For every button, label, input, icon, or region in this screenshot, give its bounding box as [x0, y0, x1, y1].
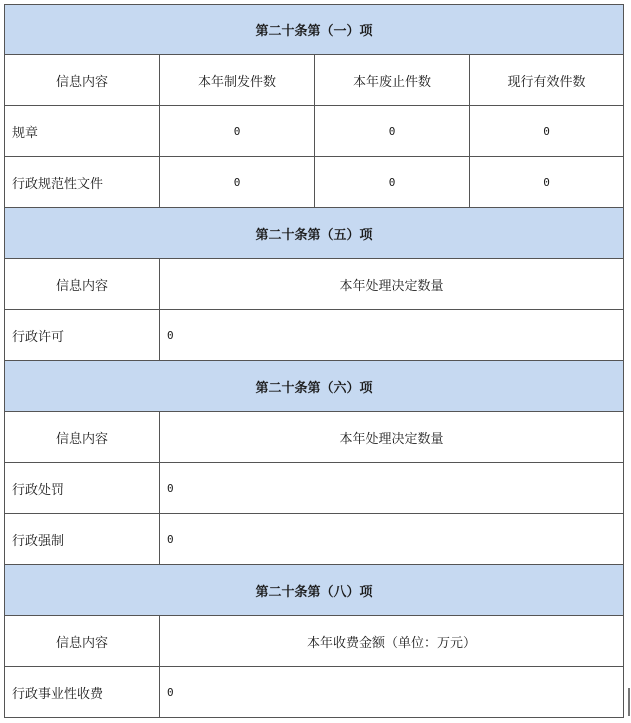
- section-header-row: [4, 208, 624, 259]
- column-header-issued: 本年制发件数: [159, 55, 314, 105]
- cell-value: 0: [314, 157, 469, 207]
- section-title: 第二十条第（一）项: [4, 5, 624, 54]
- column-header-valid: 现行有效件数: [469, 55, 624, 105]
- section-header-row: [4, 361, 624, 412]
- row-label: 行政处罚: [4, 463, 159, 513]
- column-header-count: 本年处理决定数量: [159, 412, 624, 462]
- cell-value: 0: [159, 514, 624, 564]
- column-header-row: [4, 55, 624, 106]
- column-header-info: 信息内容: [4, 259, 159, 309]
- cell-value: 0: [159, 667, 624, 717]
- column-header-row: [4, 412, 624, 463]
- section-header-row: [4, 4, 624, 55]
- table-row: [4, 463, 624, 514]
- scroll-edge-marker: [628, 688, 630, 716]
- row-label: 行政强制: [4, 514, 159, 564]
- column-header-count: 本年处理决定数量: [159, 259, 624, 309]
- cell-value: 0: [469, 157, 624, 207]
- cell-value: 0: [159, 463, 624, 513]
- column-header-info: 信息内容: [4, 616, 159, 666]
- table-row: [4, 667, 624, 718]
- table-row: [4, 157, 624, 208]
- column-header-row: [4, 616, 624, 667]
- column-header-info: 信息内容: [4, 55, 159, 105]
- table-row: [4, 310, 624, 361]
- section-header-row: [4, 565, 624, 616]
- row-label: 行政规范性文件: [4, 157, 159, 207]
- cell-value: 0: [159, 106, 314, 156]
- row-label: 行政许可: [4, 310, 159, 360]
- row-label: 行政事业性收费: [4, 667, 159, 717]
- row-label: 规章: [4, 106, 159, 156]
- cell-value: 0: [159, 157, 314, 207]
- section-title: 第二十条第（六）项: [4, 361, 624, 411]
- column-header-amount: 本年收费金额（单位：万元）: [159, 616, 624, 666]
- cell-value: 0: [159, 310, 624, 360]
- table-row: [4, 106, 624, 157]
- cell-value: 0: [469, 106, 624, 156]
- column-header-row: [4, 259, 624, 310]
- cell-value: 0: [314, 106, 469, 156]
- disclosure-table: [4, 4, 624, 718]
- section-title: 第二十条第（五）项: [4, 208, 624, 258]
- column-header-info: 信息内容: [4, 412, 159, 462]
- column-header-abolished: 本年废止件数: [314, 55, 469, 105]
- section-title: 第二十条第（八）项: [4, 565, 624, 615]
- table-row: [4, 514, 624, 565]
